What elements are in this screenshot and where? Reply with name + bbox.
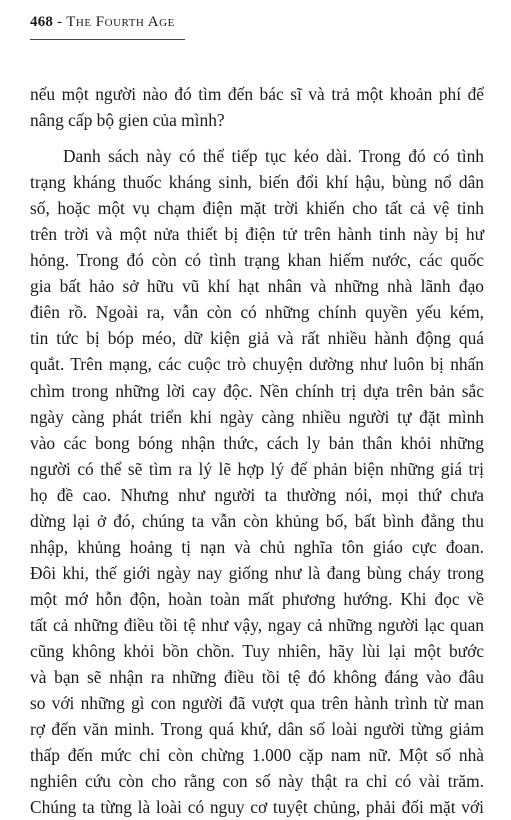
text-line: nhập, khủng hoảng tị nạn và chủ nghĩa tôn giáo cực đoan. — [30, 536, 484, 557]
text-line: trên trời và một nửa thiết bị điện tử trên hành tinh này bị hư — [30, 224, 484, 245]
text-line: tin tức bị bóp méo, dữ kiện giả và rất nhiều hành động quá — [30, 328, 484, 349]
paragraph — [30, 81, 484, 133]
text-line: số, hoặc một vụ chạm điện mặt trời khiến cho tất cả vệ tinh — [30, 198, 484, 219]
text-line: nghiên cứu còn cho rằng con số này thật ra chỉ có vài trăm. — [30, 771, 484, 792]
text-line: ngày càng phát triển khi ngày càng nhiều người tự đặt mình — [30, 406, 484, 427]
paragraph — [30, 143, 484, 820]
text-line: dừng lại ở đó, chúng ta vẫn còn khủng bố, bất bình đẳng thu — [30, 510, 484, 531]
text-line: Danh sách này có thể tiếp tục kéo dài. Trong đó có tình — [63, 146, 484, 167]
text-line: quắt. Trên mạng, các cuộc trò chuyện dường như luôn bị nhấn — [30, 354, 484, 375]
text-line: tất cả những điều tồi tệ như vậy, ngay cả những người lạc quan — [30, 614, 484, 635]
text-line: nếu một người nào đó tìm đến bác sĩ và trả một khoản phí để — [30, 84, 484, 104]
text-line: điên rồ. Ngoài ra, vẫn còn có những chính quyền yếu kém, — [30, 302, 484, 323]
text-line: so với những gì con người đã vượt qua trên hành trình từ man — [30, 693, 484, 714]
text-line: rợ đến văn minh. Trong quá khứ, dân số loài người từng giảm — [30, 719, 484, 740]
page-number: 468 — [30, 14, 54, 30]
text-line: chìm trong những lời cay độc. Nền chính trị dựa trên bản sắc — [30, 380, 484, 401]
text-line: nâng cấp bộ gien của mình? — [30, 110, 225, 131]
text-line: vào các bong bóng nhận thức, cách ly bản thân khỏi những — [30, 432, 484, 453]
text-line: Đôi khi, thế giới ngày nay giống như là đang bùng cháy trong — [30, 562, 484, 583]
text-line: Chúng ta từng là loài có nguy cơ tuyệt chủng, phải đối mặt với — [30, 797, 484, 818]
book-title: The Fourth Age — [66, 14, 175, 30]
text-line: và bạn sẽ nhận ra những điều tồi tệ đó không đáng vào đâu — [30, 667, 484, 688]
text-line: cũng không khỏi bồn chồn. Tuy nhiên, hãy lùi lại một bước — [30, 640, 484, 661]
body-text — [30, 81, 484, 820]
text-line: trạng kháng thuốc kháng sinh, biến đổi khí hậu, bùng nổ dân — [30, 172, 484, 193]
running-header — [30, 14, 175, 31]
text-line: hỏng. Trong đó còn có tình trạng khan hiếm nước, các quốc — [30, 250, 484, 271]
text-line: người có thể sẽ tìm ra lý lẽ hợp lý để phản biện những giá trị — [30, 458, 484, 479]
header-separator: - — [53, 14, 67, 30]
text-line: một mớ hỗn độn, hoàn toàn mất phương hướng. Khi đọc về — [30, 588, 484, 609]
header-rule — [30, 39, 185, 40]
text-line: thấp đến mức chỉ còn chừng 1.000 cặp nam nữ. Một số nhà — [30, 745, 484, 766]
text-line: gia bất hảo sở hữu vũ khí hạt nhân và những nhà lãnh đạo — [30, 276, 484, 297]
text-line: họ đề cao. Nhưng như người ta thường nói, mọi thứ chưa — [30, 484, 484, 505]
